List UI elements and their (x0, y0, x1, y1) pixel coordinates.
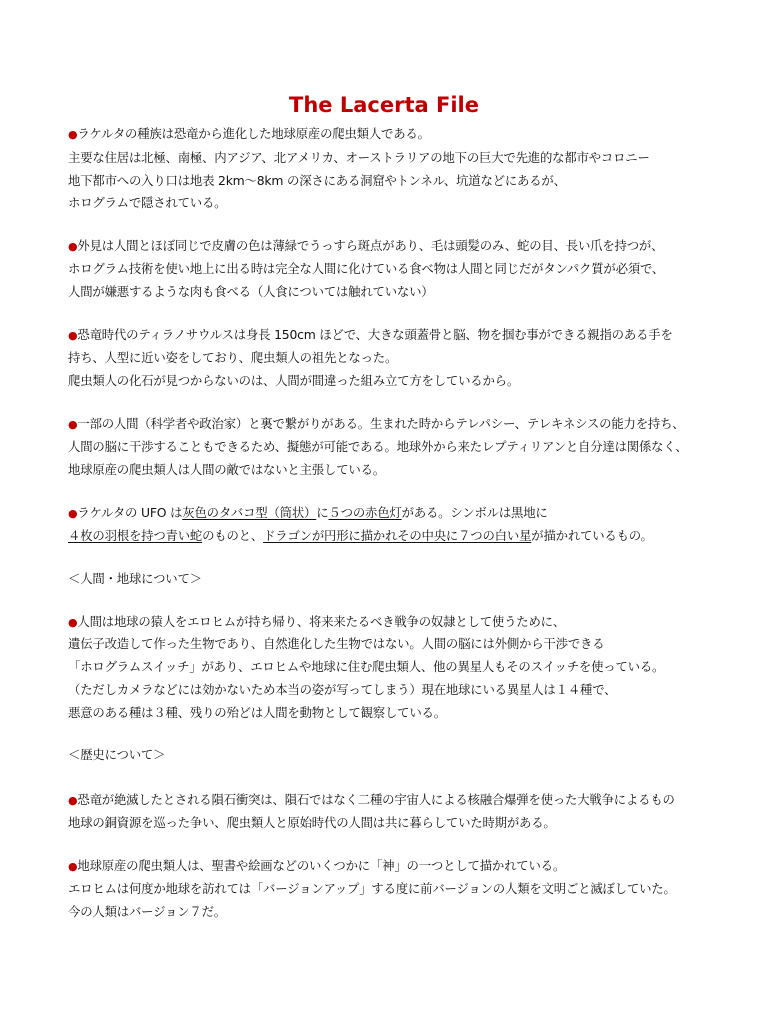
underlined-text: ドラゴンが円形に描かれその中央に７つの白い星 (263, 528, 532, 543)
paragraph-line: 地球原産の爬虫類人は人間の敵ではないと主張している。 (68, 462, 385, 477)
bullet-icon: ● (68, 860, 78, 873)
bullet-icon: ● (68, 507, 78, 520)
section-heading: ＜人間・地球について＞ (68, 571, 202, 586)
paragraph-line: 人間の脳に干渉することもできるため、擬態が可能である。地球外から来たレプティリアンと自分達は関係なく、 (68, 439, 688, 454)
bullet-icon: ● (68, 329, 78, 342)
bullet-icon: ● (68, 240, 78, 253)
paragraph-line: 地下都市への入り口は地表 2km～8km の深さにある洞窟やトンネル、坑道などにあるが、 (68, 173, 566, 188)
paragraph-line: エロヒムは何度か地球を訪れては「バージョンアップ」する度に前バージョンの人類を文明ごと滅ぼしていた。 (68, 881, 676, 896)
paragraph-line: 人間が嫌悪するような肉も食べる（人食については触れていない） (68, 284, 434, 299)
bullet-icon: ● (68, 794, 78, 807)
bullet-icon: ● (68, 418, 78, 431)
paragraph-line: 悪意のある種は３種、残りの殆どは人間を動物として観察している。 (68, 705, 446, 720)
paragraph-line: 爬虫類人の化石が見つからないのは、人間が間違った組み立て方をしているから。 (68, 373, 520, 388)
underlined-text: ５つの赤色灯 (328, 505, 402, 520)
underlined-text: ４枚の羽根を持つ青い蛇 (68, 528, 203, 543)
section-heading: ＜歴史について＞ (68, 747, 166, 762)
paragraph-line: 主要な住居は北極、南極、内アジア、北アメリカ、オーストラリアの地下の巨大で先進的な都市やコロニー (68, 150, 650, 165)
paragraph-line: （ただしカメラなどには効かないため本当の姿が写ってしまう）現在地球にいる異星人は１４種で、 (68, 682, 617, 697)
page-title: The Lacerta File (289, 93, 479, 117)
paragraph-line: ホログラム技術を使い地上に出る時は完全な人間に化けている食べ物は人間と同じだがタンパク質が必須で、 (68, 261, 665, 276)
paragraph-line: ●外見は人間とほぼ同じで皮膚の色は薄緑でうっすら斑点があり、毛は頭髪のみ、蛇の目、長い爪を持つが、 (68, 238, 664, 253)
paragraph-line: ホログラムで隠されている。 (68, 195, 227, 210)
paragraph-line: 持ち、人型に近い姿をしており、爬虫類人の祖先となった。 (68, 350, 398, 365)
paragraph-line: ●ラケルタの UFO は灰色のタバコ型（筒状）に５つの赤色灯がある。シンボルは黒地に (68, 505, 548, 520)
paragraph-line: ●恐竜が絶滅したとされる隕石衝突は、隕石ではなく二種の宇宙人による核融合爆弾を使った大戦争によるもの (68, 792, 675, 807)
bullet-icon: ● (68, 616, 78, 629)
paragraph-line: 地球の銅資源を巡った争い、爬虫類人と原始時代の人間は共に暮らしていた時期がある。 (68, 815, 556, 830)
paragraph-line: 「ホログラムスイッチ」があり、エロヒムや地球に住む爬虫類人、他の異星人もそのスイッチを使っている。 (68, 659, 665, 674)
paragraph-line: 遺伝子改造して作った生物であり、自然進化した生物ではない。人間の脳には外側から干渉できる (68, 636, 605, 651)
underlined-text: 灰色のタバコ型（筒状） (182, 505, 317, 520)
paragraph-line: 今の人類はバージョン７だ。 (68, 904, 226, 919)
paragraph-line: ４枚の羽根を持つ青い蛇のものと、ドラゴンが円形に描かれその中央に７つの白い星が描かれているもの。 (68, 528, 653, 543)
paragraph-line: ●一部の人間（科学者や政治家）と裏で繋がりがある。生まれた時からテレパシー、テレキネシスの能力を持ち、 (68, 416, 685, 431)
paragraph-line: ●人間は地球の猿人をエロヒムが持ち帰り、将来来たるべき戦争の奴隷として使うために、 (68, 614, 566, 629)
paragraph-line: ●ラケルタの種族は恐竜から進化した地球原産の爬虫類人である。 (68, 126, 430, 141)
bullet-icon: ● (68, 128, 78, 141)
paragraph-line: ●恐竜時代のティラノサウルスは身長 150cm ほどで、大きな頭蓋骨と脳、物を掴む事ができる親指のある手を (68, 327, 673, 342)
paragraph-line: ●地球原産の爬虫類人は、聖書や絵画などのいくつかに「神」の一つとして描かれている。 (68, 858, 566, 873)
